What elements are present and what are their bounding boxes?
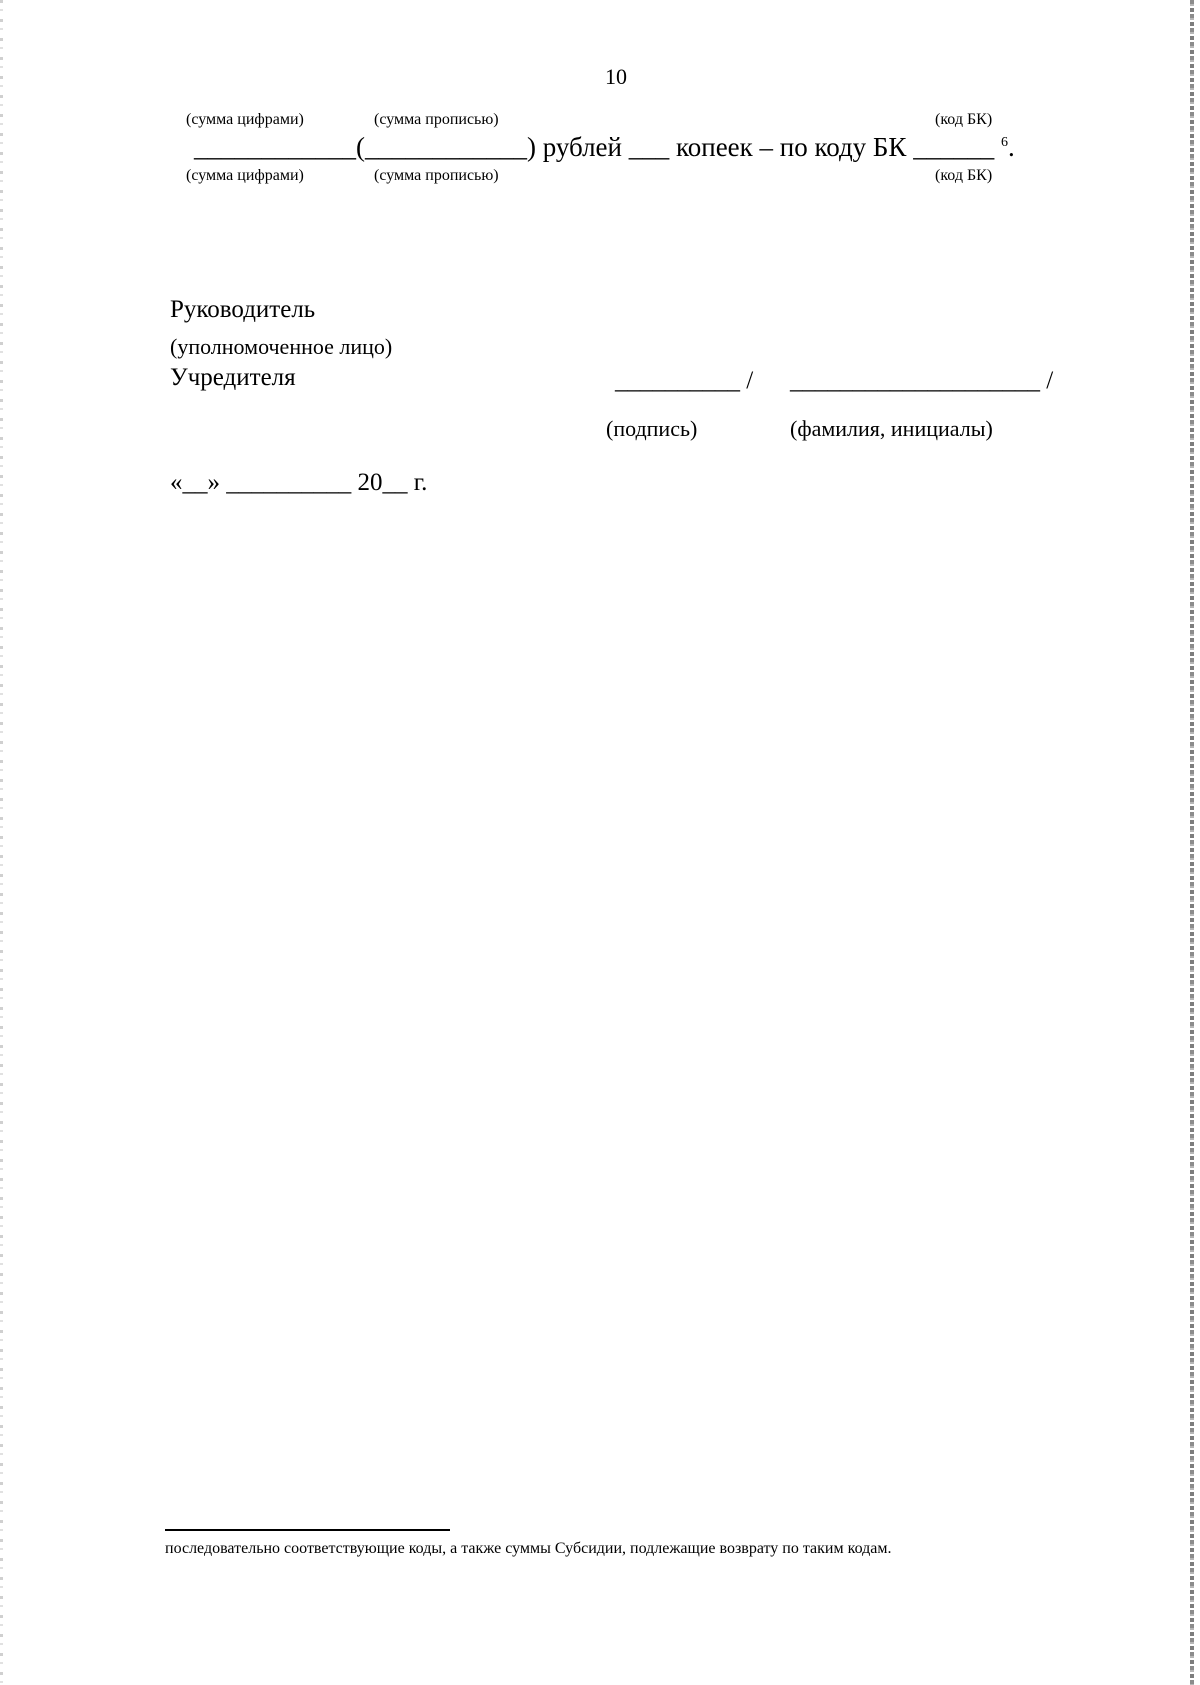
caption-sum-digits-bottom: (сумма цифрами) [186,167,304,184]
caption-bk-code-bottom: (код БК) [935,167,993,184]
amount-line-text: ____________(____________) рублей ___ копеек – по коду БК ______ [194,132,995,162]
page-number: 10 [605,64,627,89]
footnote-divider [165,1529,450,1531]
caption-name: (фамилия, инициалы) [790,416,993,441]
scan-left-edge [0,0,3,1685]
caption-sum-words-top: (сумма прописью) [374,111,499,128]
role-title: Руководитель [170,296,316,323]
footnote-mark: 6 [1000,135,1008,150]
caption-sum-words-bottom: (сумма прописью) [374,167,499,184]
scan-right-edge [1190,0,1194,1685]
caption-bk-code-top: (код БК) [935,111,993,128]
role-subtitle: (уполномоченное лицо) [170,334,393,359]
caption-sum-digits-top: (сумма цифрами) [186,111,304,128]
date-line: «__» __________ 20__ г. [170,469,428,496]
amount-line [194,132,1015,163]
amount-line-end: . [1007,132,1015,162]
footnote-text: последовательно соответствующие коды, а также суммы Субсидии, подлежащие возврату по таким кодам. [165,1540,892,1557]
caption-signature: (подпись) [606,416,698,441]
signature-line: __________ / [615,367,754,394]
role-organization: Учредителя [170,364,296,391]
name-line: ____________________ / [790,367,1054,394]
